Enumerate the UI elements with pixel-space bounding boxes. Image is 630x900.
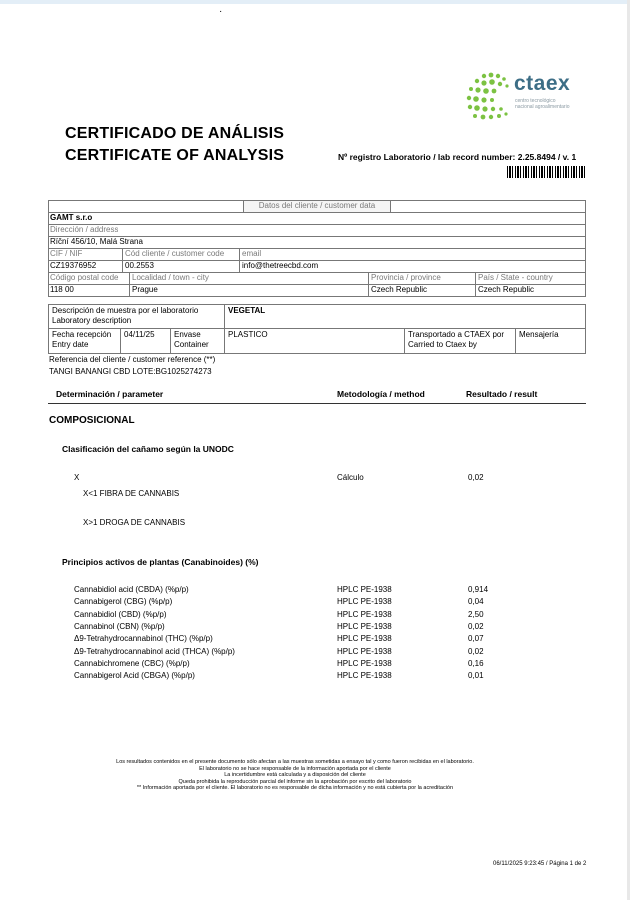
x-param: X bbox=[74, 473, 80, 482]
title-english: CERTIFICATE OF ANALYSIS bbox=[65, 147, 285, 164]
header-divider bbox=[48, 403, 586, 404]
container-label-es: Envase bbox=[174, 330, 201, 339]
composition-section-title: COMPOSICIONAL bbox=[49, 415, 135, 426]
town-value: Prague bbox=[132, 285, 158, 294]
footer-disclaimer bbox=[40, 759, 550, 792]
customer-code-label: Cód cliente / customer code bbox=[125, 249, 225, 258]
cannabinoid-result: 0,07 bbox=[468, 634, 484, 644]
logo-subtitle-2: nacional agroalimentario bbox=[515, 104, 570, 110]
customer-code-value: 00.2553 bbox=[125, 261, 154, 270]
cannabinoid-method: HPLC PE-1938 bbox=[337, 597, 392, 607]
transport-label-en: Carried to Ctaex by bbox=[408, 340, 477, 349]
cannabinoid-method: HPLC PE-1938 bbox=[337, 621, 392, 631]
rule-fiber: X<1 FIBRA DE CANNABIS bbox=[83, 489, 180, 498]
footer-line: Queda prohibida la reproducción parcial del informe sin la aprobación por escrito del laboratorio bbox=[178, 778, 412, 785]
customer-reference-value: TANGI BANANGI CBD LOTE:BG1025274273 bbox=[49, 367, 212, 376]
cannabinoid-param: Δ9-Tetrahydrocannabinol acid (THCA) (%p/p) bbox=[74, 646, 235, 656]
entry-date-label bbox=[50, 330, 111, 350]
cannabinoid-method: HPLC PE-1938 bbox=[337, 671, 392, 681]
footer-line: El laboratorio no se hace responsable de la información aportada por el cliente bbox=[199, 765, 391, 772]
window-top-border bbox=[0, 0, 630, 4]
cannabinoid-param: Cannabigerol (CBG) (%p/p) bbox=[74, 597, 173, 607]
customer-name: GAMT s.r.o bbox=[50, 213, 93, 222]
cannabinoid-method: HPLC PE-1938 bbox=[337, 646, 392, 656]
x-result: 0,02 bbox=[468, 473, 484, 482]
sample-block bbox=[48, 304, 586, 354]
lab-record-number: Nº registro Laboratorio / lab record number: 2.25.8494 / v. 1 bbox=[338, 152, 577, 162]
cif-value: CZ19376952 bbox=[50, 261, 97, 270]
cannabinoid-result: 2,50 bbox=[468, 609, 484, 619]
container-label bbox=[172, 330, 209, 350]
cannabinoid-method: HPLC PE-1938 bbox=[337, 658, 392, 668]
cannabinoids-subtitle: Principios activos de plantas (Canabinoides) (%) bbox=[62, 557, 259, 567]
cannabinoid-param: Cannabidiol (CBD) (%p/p) bbox=[74, 609, 167, 619]
cannabinoid-result: 0,02 bbox=[468, 621, 484, 631]
stray-dot: · bbox=[219, 6, 223, 17]
cannabinoid-param: Cannabigerol Acid (CBGA) (%p/p) bbox=[74, 671, 195, 681]
footer-line: Los resultados contenidos en el presente documento sólo afectan a las muestras sometidas a ensayo tal y como fueron recibidas en el laboratorio. bbox=[116, 759, 474, 765]
result-column-header: Resultado / result bbox=[466, 389, 538, 399]
cannabinoid-method: HPLC PE-1938 bbox=[337, 609, 392, 619]
cannabinoid-result: 0,04 bbox=[468, 597, 484, 607]
address-label: Dirección / address bbox=[50, 225, 119, 234]
sample-desc-value: VEGETAL bbox=[228, 306, 266, 315]
transport-label-es: Transportado a CTAEX por bbox=[408, 330, 505, 339]
method-column-header: Metodología / method bbox=[337, 389, 425, 399]
sample-desc-label bbox=[50, 306, 198, 326]
cannabinoid-param: Cannabichromene (CBC) (%p/p) bbox=[74, 658, 190, 668]
entry-date-label-es: Fecha recepción bbox=[52, 330, 112, 339]
transport-value: Mensajería bbox=[519, 330, 559, 339]
entry-date-label-en: Entry date bbox=[52, 340, 89, 349]
transport-label bbox=[406, 330, 504, 350]
param-column-header: Determinación / parameter bbox=[56, 389, 164, 399]
cif-label: CIF / NIF bbox=[50, 249, 83, 258]
cannabinoid-result: 0,01 bbox=[468, 671, 484, 681]
title-spanish: CERTIFICADO DE ANÁLISIS bbox=[65, 125, 285, 142]
email-value: info@thetreecbd.com bbox=[242, 261, 319, 270]
logo-wordmark: ctaex bbox=[514, 72, 571, 95]
cannabinoid-result: 0,02 bbox=[468, 646, 484, 656]
cannabinoid-param: Cannabinol (CBN) (%p/p) bbox=[74, 621, 165, 631]
province-value: Czech Republic bbox=[371, 285, 428, 294]
rule-drug: X>1 DROGA DE CANNABIS bbox=[83, 518, 186, 527]
x-method: Cálculo bbox=[337, 473, 364, 482]
cannabinoid-result: 0,16 bbox=[468, 658, 484, 668]
entry-date-value: 04/11/25 bbox=[124, 330, 155, 339]
sample-desc-label-es: Descripción de muestra por el laboratorio bbox=[52, 306, 199, 315]
logo-subtitle-1: centro tecnológico bbox=[515, 98, 556, 104]
page-info: 06/11/2025 9:23:45 / Página 1 de 2 bbox=[493, 861, 587, 867]
postal-code-value: 118 00 bbox=[50, 285, 74, 294]
cannabinoid-method: HPLC PE-1938 bbox=[337, 634, 392, 644]
country-value: Czech Republic bbox=[478, 285, 535, 294]
sample-desc-label-en: Laboratory description bbox=[52, 316, 132, 325]
cannabinoid-param: Δ9-Tetrahydrocannabinol (THC) (%p/p) bbox=[74, 634, 213, 644]
container-value: PLASTICO bbox=[228, 330, 268, 339]
customer-data-block bbox=[48, 200, 586, 298]
footer-line: La incertidumbre está calculada y a disposición del cliente bbox=[224, 772, 366, 778]
cannabinoid-param: Cannabidiol acid (CBDA) (%p/p) bbox=[74, 585, 189, 594]
barcode-icon bbox=[507, 166, 587, 178]
postal-code-label: Código postal code bbox=[50, 273, 119, 282]
container-label-en: Container bbox=[174, 340, 209, 349]
cannabinoid-result: 0,914 bbox=[468, 585, 489, 594]
email-label: email bbox=[242, 249, 262, 258]
cannabinoid-method: HPLC PE-1938 bbox=[337, 585, 392, 594]
logo-dots-icon bbox=[462, 68, 514, 124]
unodc-subtitle: Clasificación del cañamo según la UNODC bbox=[62, 444, 234, 454]
ctaex-logo bbox=[462, 68, 592, 124]
province-label: Provincia / province bbox=[371, 273, 441, 282]
town-label: Localidad / town - city bbox=[132, 273, 209, 282]
footer-line: ** Información aportada por el cliente. El laboratorio no es responsable de dicha información y no está cubierta por la acreditación bbox=[136, 785, 454, 791]
customer-reference-label: Referencia del cliente / customer reference (**) bbox=[49, 355, 216, 364]
customer-address: Rïční 456/10, Malá Strana bbox=[50, 237, 143, 246]
customer-section-title: Datos del cliente / customer data bbox=[243, 201, 391, 212]
country-label: País / State - country bbox=[478, 273, 553, 282]
